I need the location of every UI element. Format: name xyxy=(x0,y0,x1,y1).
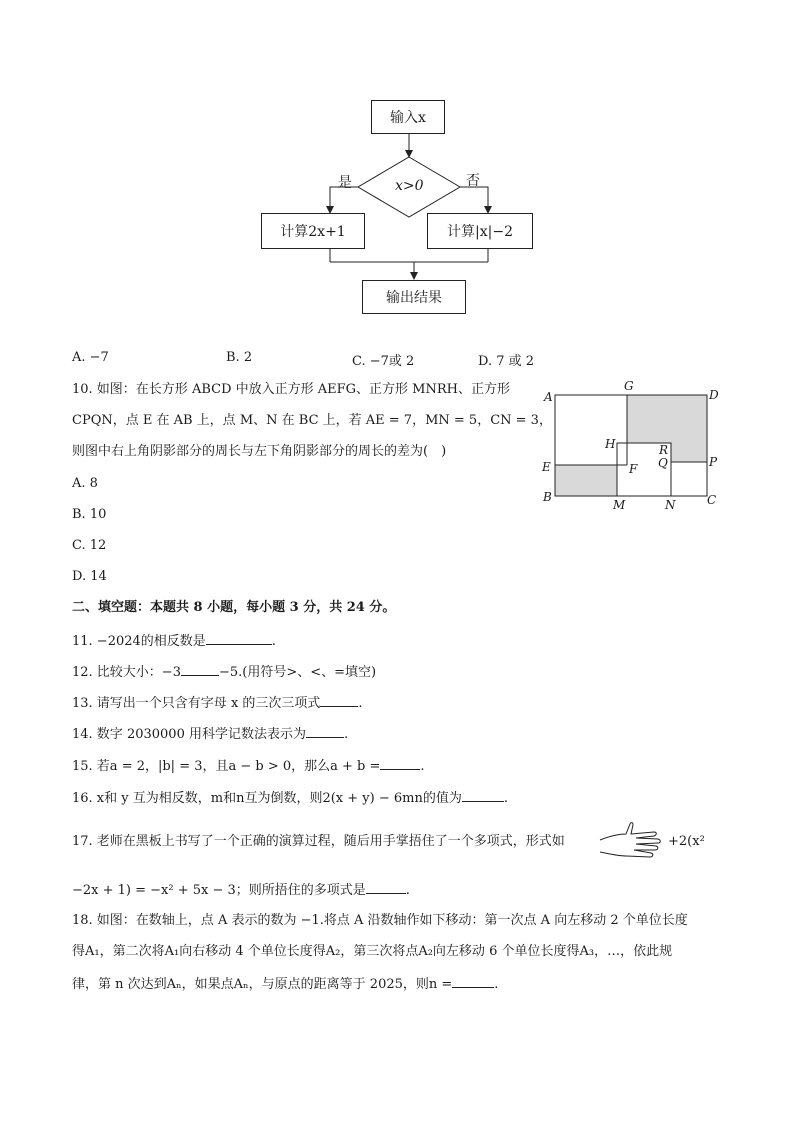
label-g: G xyxy=(624,379,634,393)
q10-option-a: A. 8 xyxy=(72,476,98,491)
label-n: N xyxy=(665,498,676,512)
q10-line-1: 10. 如图：在长方形 ABCD 中放入正方形 AEFG、正方形 MNRH、正方形 xyxy=(72,382,510,397)
flow-output-box xyxy=(362,280,466,314)
q10-option-b: B. 10 xyxy=(72,507,107,522)
flow-output-text: 输出结果 xyxy=(386,290,442,306)
q15-text: 15. 若a = 2，|b| = 3，且a − b > 0，那么a + b = xyxy=(72,759,381,774)
q10-line-3: 则图中右上角阴影部分的周长与左下角阴影部分的周长的差为( ) xyxy=(72,444,447,459)
flow-input-box xyxy=(371,100,445,134)
q10-option-d: D. 14 xyxy=(72,569,107,584)
flow-input-text: 输入x xyxy=(390,110,426,126)
label-e: E xyxy=(542,460,551,474)
shade-bottom-left xyxy=(555,465,617,496)
q12-text: 12. 比较大小：−3 xyxy=(72,665,181,680)
q10-option-c: C. 12 xyxy=(72,538,107,553)
q15 xyxy=(72,757,425,775)
q13 xyxy=(72,694,363,712)
q15-end: . xyxy=(420,759,425,774)
label-r: R xyxy=(659,443,669,457)
q17-line-2 xyxy=(72,881,410,899)
q18-blank xyxy=(452,975,494,988)
flow-condition-text: x>0 xyxy=(395,178,424,194)
label-m: M xyxy=(613,498,626,512)
label-q: Q xyxy=(658,456,668,470)
q14-end: . xyxy=(343,727,349,742)
q11-text: 11. −2024的相反数是 xyxy=(72,634,206,649)
q9-option-a: A. −7 xyxy=(72,350,109,365)
label-h: H xyxy=(605,437,616,451)
q12 xyxy=(72,663,376,681)
label-p: P xyxy=(709,455,718,469)
q16-end: . xyxy=(503,791,508,806)
q9-option-d: D. 7 或 2 xyxy=(478,354,535,369)
q18-line-3-text: 律，第 n 次达到Aₙ，如果点Aₙ，与原点的距离等于 2025，则n = xyxy=(72,977,453,992)
flow-right-text: 计算|x|−2 xyxy=(447,224,513,240)
flow-left-box xyxy=(261,213,365,249)
q10-line-2: CPQN，点 E 在 AB 上，点 M、N 在 BC 上，若 AE = 7，MN = 5，CN = 3， xyxy=(72,413,552,428)
label-f: F xyxy=(629,462,638,476)
q13-blank xyxy=(320,694,358,707)
q11-blank xyxy=(206,632,272,645)
flow-no-label: 否 xyxy=(466,173,480,189)
q16 xyxy=(72,789,508,807)
q12-blank xyxy=(181,663,219,676)
q17-line-1: 17. 老师在黑板上书写了一个正确的演算过程，随后用手掌捂住了一个多项式，形式如 xyxy=(72,834,565,849)
flow-left-text: 计算2x+1 xyxy=(280,224,346,240)
q9-option-c: C. −7或 2 xyxy=(352,354,415,369)
q13-end: . xyxy=(358,696,363,711)
q18-line-1: 18. 如图：在数轴上，点 A 表示的数为 −1.将点 A 沿数轴作如下移动：第一次点 A 向左移动 2 个单位长度 xyxy=(72,913,688,928)
q10-rectangle-diagram xyxy=(540,380,730,515)
q17-after-hand: +2(x² xyxy=(668,834,705,849)
q13-text: 13. 请写出一个只含有字母 x 的三次三项式 xyxy=(72,696,321,711)
q18-end: . xyxy=(494,977,499,992)
flow-right-box xyxy=(427,213,533,249)
q14-text: 14. 数字 2030000 用科学记数法表示为 xyxy=(72,727,306,742)
q18-line-3 xyxy=(72,975,498,993)
q17-blank xyxy=(366,881,406,894)
q11-end: . xyxy=(271,634,276,649)
section-2-heading: 二、填空题：本题共 8 小题，每小题 3 分，共 24 分。 xyxy=(72,600,396,615)
q16-text: 16. x和 y 互为相反数，m和n互为倒数，则2(x + y) − 6mn的值为 xyxy=(72,791,462,806)
label-d: D xyxy=(709,388,719,402)
q15-blank xyxy=(380,757,420,770)
flow-yes-label: 是 xyxy=(338,175,352,191)
q18-line-2: 得A₁，第二次将A₁向右移动 4 个单位长度得A₂，第三次将点A₂向左移动 6 个单位长度得A₃，…，依此规 xyxy=(72,944,673,959)
q17-line-2-text: −2x + 1) = −x² + 5x − 3；则所捂住的多项式是 xyxy=(72,883,366,898)
label-a: A xyxy=(544,390,553,404)
label-c: C xyxy=(707,493,717,507)
q17-end: . xyxy=(405,883,410,898)
hand-icon xyxy=(596,820,662,862)
label-b: B xyxy=(543,490,552,504)
q9-option-b: B. 2 xyxy=(226,350,253,365)
q16-blank xyxy=(462,789,504,802)
q14-blank xyxy=(306,725,344,738)
q11 xyxy=(72,632,276,650)
q12-end: −5.(用符号>、<、=填空) xyxy=(218,665,377,680)
q14 xyxy=(72,725,348,743)
